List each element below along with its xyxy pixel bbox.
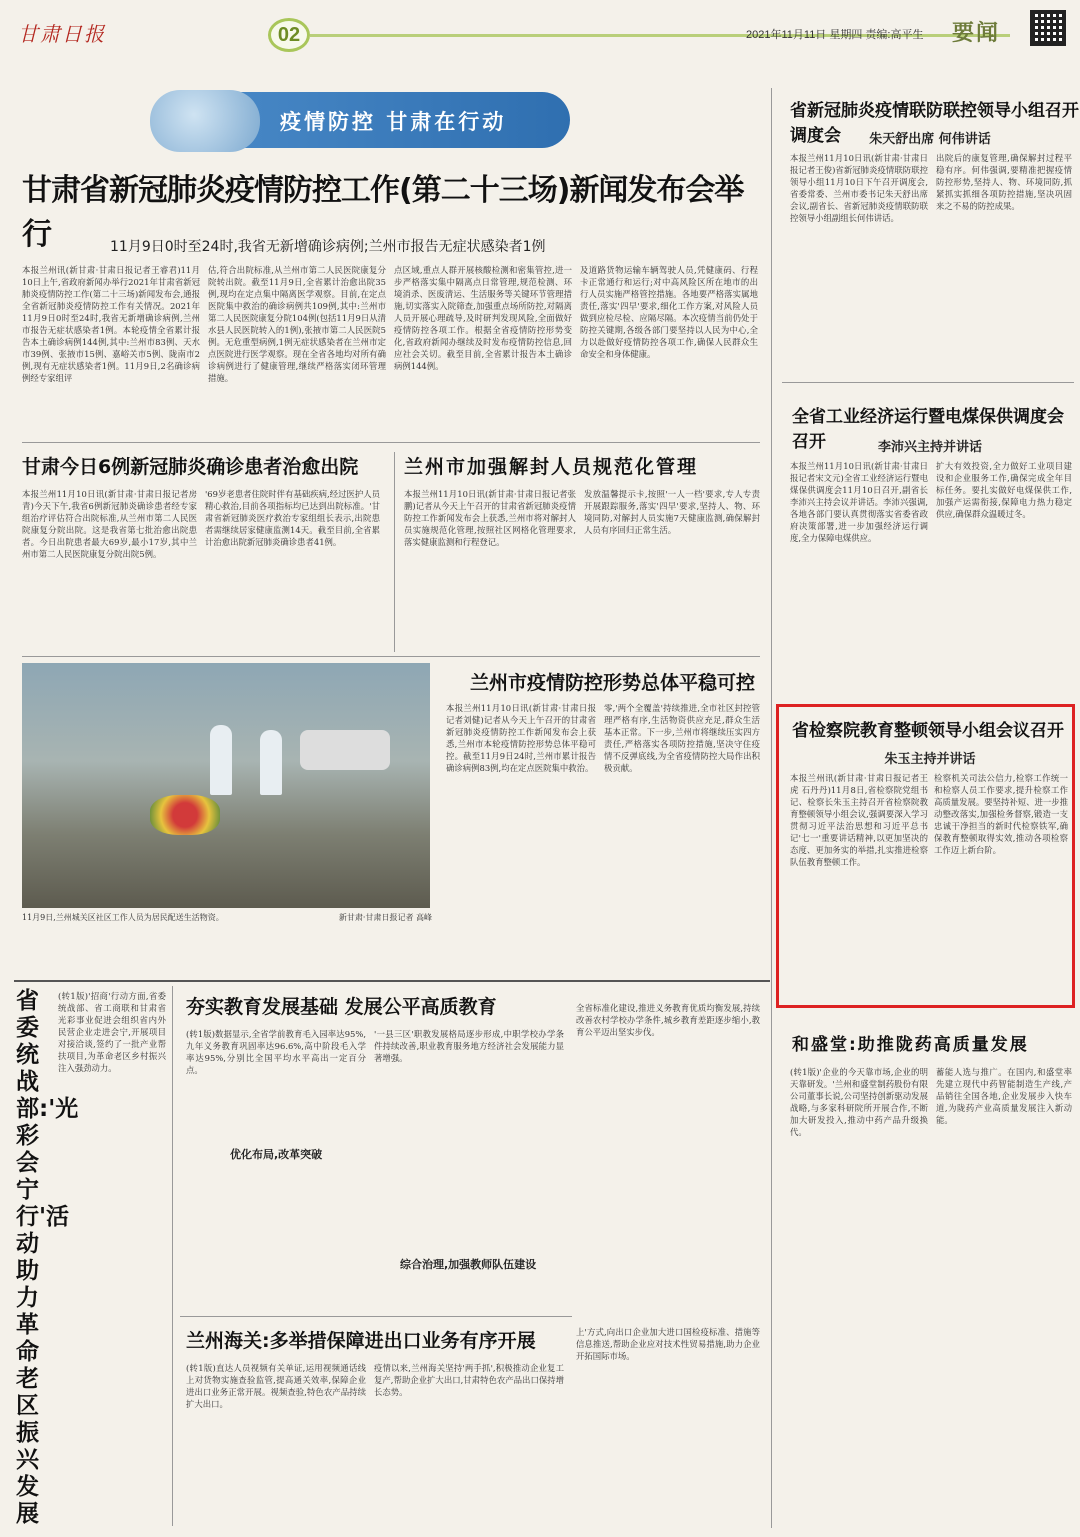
industry-headline[interactable]: 全省工业经济运行暨电煤保供调度会召开 [792, 407, 1064, 452]
main-story-col2: 估,符合出院标准,从兰州市第二人民医院康复分院转出院。截至11月9日,全省累计治愈出院35例,现均在定点集中隔离医学观察。目前,在定点医院集中救治的确诊病例共109例,其中:兰州市第二人民医院康复分院104例(包括11月9日从清水县人民医院转入的1例),张掖市第二人民医院5例。无危重型病例,1例无症状感染者在兰州市定点医院进行医学观察。现在全省各地均对所有确诊病例进行了健康管理,继续严格落实闭环管理措施。 [208, 265, 386, 383]
education-subhead1: 优化布局,改革突破 [230, 1148, 323, 1161]
left-feature-vertical-headline[interactable]: 省委统战部:'光彩会宁行'活动助力革命老区振兴发展 [16, 988, 79, 1527]
customs-col2: 疫情以来,兰州海关坚持'两手抓',积极推动企业复工复产,帮助企业扩大出口,甘肃特色农产品出口保持增长态势。 [374, 1363, 564, 1397]
photo-car [300, 730, 390, 770]
divider [22, 656, 760, 657]
entry-col1: 本报兰州11月10日讯(新甘肃·甘肃日报记者张鹏)记者从今天上午召开的甘肃省新冠肺炎疫情防控工作新闻发布会上获悉,兰州市将对解封人员实施规范化管理,按照社区网格化管理要求,落实健康监测和行程登记。 [404, 489, 576, 547]
photo-caption-text: 11月9日,兰州城关区社区工作人员为居民配送生活物资。 [22, 913, 224, 922]
education-headline[interactable]: 夯实教育发展基础 发展公平高质教育 [186, 996, 497, 1018]
sidebar-top-headline[interactable]: 省新冠肺炎疫情联防联控领导小组召开调度会 [790, 101, 1079, 146]
main-story-col1: 本报兰州讯(新甘肃·甘肃日报记者王睿君)11月10日上午,省政府新闻办举行2021年甘肃省新冠肺炎疫情防控工作(第二十三场)新闻发布会,通报全省新冠肺炎疫情防控工作有关情况。2021年11月9日0时至24时,我省无新增确诊病例,兰州市报告无症状感染者1例。本轮疫情全省累计报告本土确诊病例144例,其中:兰州市83例、天水市39例、张掖市15例、嘉峪关市5例、陇南市2例,现有无症状感染者1例。11月9日,2名确诊病例经专家组评 [22, 265, 200, 383]
page-number: 02 [268, 18, 310, 52]
divider [180, 1316, 572, 1317]
lanzhou-col1: 本报兰州11月10日讯(新甘肃·甘肃日报记者刘健)记者从今天上午召开的甘肃省新冠肺炎疫情防控工作新闻发布会上获悉,兰州市本轮疫情防控形势总体平稳可控。截至11月9日24时,兰州市累计报告确诊病例83例,均在定点医院集中救治。 [446, 703, 596, 773]
entry-headline[interactable]: 兰州市加强解封人员规范化管理 [404, 456, 699, 478]
medical-staff-illustration-icon [150, 90, 260, 152]
main-story-col4: 及道路货物运输车辆驾驶人员,凭健康码、行程卡正常通行和运行;对中高风险区所在地市的出行人员实施严格管控措施。各地要严格落实属地责任,落实'四早'要求,细化工作方案,对风险人员做到应检尽检、应隔尽隔。本次疫情当前仍处于防控关键期,各级各部门要坚持以人民为中心,全力以赴做好疫情防控各项工作,确保人民群众生命安全和身体健康。 [580, 265, 758, 359]
photo-credit: 新甘肃·甘肃日报记者 高峰 [338, 913, 432, 922]
divider [22, 442, 760, 443]
procuratorate-headline[interactable]: 省检察院教育整顿领导小组会议召开 [792, 721, 1064, 741]
customs-col1: (转1版)直达人员视频有关单证,运用视频通话线上对货物实施查验监管,提高通关效率,保障企业进出口业务正常开展。视频查验,特色农产品持续扩大出口。 [186, 1363, 366, 1409]
divider [782, 382, 1074, 383]
photo-caption [22, 912, 432, 924]
education-col1: (转1版)数据显示,全省学前教育毛入园率达95%,九年义务教育巩固率达96.6%,高中阶段毛入学率达95%,分别比全国平均水平高出一定百分点。 [186, 1029, 366, 1075]
cured-headline[interactable]: 甘肃今日6例新冠肺炎确诊患者治愈出院 [22, 456, 359, 478]
main-subheadline: 11月9日0时至24时,我省无新增确诊病例;兰州市报告无症状感染者1例 [110, 239, 546, 255]
procuratorate-col1: 本报兰州讯(新甘肃·甘肃日报记者王虎 石丹丹)11月8日,省检察院党组书记、检察长朱玉主持召开省检察院教育整顿领导小组会议,强调要深入学习贯彻习近平法治思想和习近平总书记'七一'重要讲话精神,以更加坚决的态度、更加务实的举措,扎实推进检察队伍教育整顿工作。 [790, 773, 928, 867]
banner-text: 疫情防控 甘肃在行动 [280, 110, 507, 134]
photo-flowers [150, 795, 220, 835]
column-divider [394, 452, 395, 652]
hsh-col2: 蓄能人选与推广。在国内,和盛堂率先建立现代中药智能制造生产线,产品销往全国各地,企业发展步入快车道,为陇药产业高质量发展注入新动能。 [936, 1067, 1072, 1125]
main-headline[interactable]: 甘肃省新冠肺炎疫情防控工作(第二十三场)新闻发布会举行 [22, 173, 744, 252]
sidebar-top-byline: 朱天舒出席 何伟讲话 [869, 132, 991, 147]
lanzhou-col2: 零,'两个全覆盖'持续推进,全市社区封控管理严格有序,生活物资供应充足,群众生活基本正常。下一步,兰州市将继续压实四方责任,严格落实各项防控措施,坚决守住疫情不反弹底线,为全省疫情防控大局作出积极贡献。 [604, 703, 760, 773]
customs-col3: 上'方式,向出口企业加大进口国检疫标准、措施等信息推送,帮助企业应对技术性贸易措施,助力企业开拓国际市场。 [576, 1327, 760, 1361]
education-subhead2: 综合治理,加强教师队伍建设 [400, 1258, 537, 1271]
hsh-col1: (转1版)'企业的今天靠市场,企业的明天靠研发。'兰州和盛堂制药股份有限公司董事长说,公司坚持创新驱动发展战略,与多家科研院所开展合作,不断加大研发投入,推动中药产品升级换代。 [790, 1067, 928, 1137]
main-story-col3: 点区域,重点人群开展核酸检测和密集管控,进一步严格落实集中隔离点日常管理,规范检测、环境消杀、医废清运、生活服务等关键环节管理措施,切实落实入院筛查,加强重点场所防控,对隔离人员开展心理疏导,及时研判发现风险,全面做好疫情防控各项工作。根据全省疫情防控形势变化,省政府新闻办继续及时发布疫情防控信息,回应社会关切。截至目前,全省累计报告本土确诊病例144例。 [394, 265, 572, 371]
industry-col1: 本报兰州11月10日讯(新甘肃·甘肃日报记者宋文元)全省工业经济运行暨电煤保供调度会11月10日召开,副省长李沛兴主持会议并讲话。李沛兴强调,各地各部门要认真贯彻落实省委省政府决策部署,进一步加强经济运行调度,全力保障电煤供应。 [790, 461, 928, 543]
sidebar-top-col1: 本报兰州11月10日讯(新甘肃·甘肃日报记者王俊)省新冠肺炎疫情联防联控领导小组11月10日下午召开调度会,省委常委、兰州市委书记朱天舒出席会议,副省长、省新冠肺炎疫情联防联控领导小组副组长何伟讲话。 [790, 153, 928, 223]
industry-byline: 李沛兴主持并讲话 [877, 440, 982, 455]
cured-col1: 本报兰州11月10日讯(新甘肃·甘肃日报记者房青)今天下午,我省6例新冠肺炎确诊患者经专家组治疗评估符合出院标准,从兰州市第二人民医院康复分院出院。这是我省第七批治愈出院患者。今日出院患者最大69岁,最小17岁,其中兰州市第二人民医院康复分院出院5例。 [22, 489, 197, 559]
procuratorate-col2: 检察机关司法公信力,检察工作统一和检察人员工作要求,提升检察工作高质量发展。要坚持补短、进一步推动整改落实,加强检务督察,锻造一支忠诚干净担当的新时代检察铁军,确保教育整顿取得实效,推动各项检察工作迈上新台阶。 [934, 773, 1068, 855]
entry-col2: 发放温馨提示卡,按照'一人一档'要求,专人专责开展跟踪服务,落实'四早'要求,坚持人、物、环境同防,对解封人员实施7天健康监测,确保解封人员有序回归正常生活。 [584, 489, 760, 535]
hsh-headline[interactable]: 和盛堂:助推陇药高质量发展 [792, 1035, 1029, 1055]
procuratorate-byline: 朱玉主持并讲话 [884, 752, 976, 767]
education-col3: 全省标准化建设,推进义务教育优质均衡发展,持续改善农村学校办学条件,城乡教育差距逐步缩小,教育公平迈出坚实步伐。 [576, 1003, 760, 1037]
column-divider [771, 88, 772, 1528]
sidebar-top-col2: 出院后的康复管理,确保解封过程平稳有序。何伟强调,要精准把握疫情防控形势,坚持人、物、环境同防,抓紧抓实抓细各项防控措施,坚决巩固来之不易的防控成果。 [936, 153, 1072, 211]
education-col2: '一县三区'职教发展格局逐步形成,中职学校办学条件持续改善,职业教育服务地方经济社会发展能力显著增强。 [374, 1029, 564, 1063]
cured-col2: '69岁老患者住院时伴有基础疾病,经过医护人员精心救治,目前各项指标均已达到出院标准。'甘肃省新冠肺炎医疗救治专家组组长表示,出院患者需继续居家健康监测14天。截至目前,全省累计治愈出院新冠肺炎确诊患者41例。 [205, 489, 380, 547]
lanzhou-headline[interactable]: 兰州市疫情防控形势总体平稳可控 [470, 672, 756, 694]
left-feature-col: (转1版)'招商'行动方面,省委统战部、省工商联和甘肃省光彩事业促进会组织省内外民营企业走进会宁,开展项目对接洽谈,签约了一批产业帮扶项目,为革命老区乡村振兴注入强劲动力。 [58, 991, 166, 1073]
masthead-logo: 甘肃日报 [18, 22, 106, 46]
header-date: 2021年11月11日 星期四 责编:高平生 [746, 29, 924, 41]
qr-code-icon[interactable] [1030, 10, 1066, 46]
photo-worker [260, 730, 282, 795]
column-divider [172, 986, 173, 1526]
industry-col2: 扩大有效投资,全力做好工业项目建设和企业服务工作,确保完成全年目标任务。要扎实做好电煤保供工作,加强产运需衔接,保障电力热力稳定供应,确保群众温暖过冬。 [936, 461, 1072, 519]
customs-headline[interactable]: 兰州海关:多举措保障进出口业务有序开展 [186, 1330, 536, 1352]
divider [14, 980, 770, 982]
photo-worker [210, 725, 232, 795]
section-label: 要闻 [952, 21, 1001, 46]
